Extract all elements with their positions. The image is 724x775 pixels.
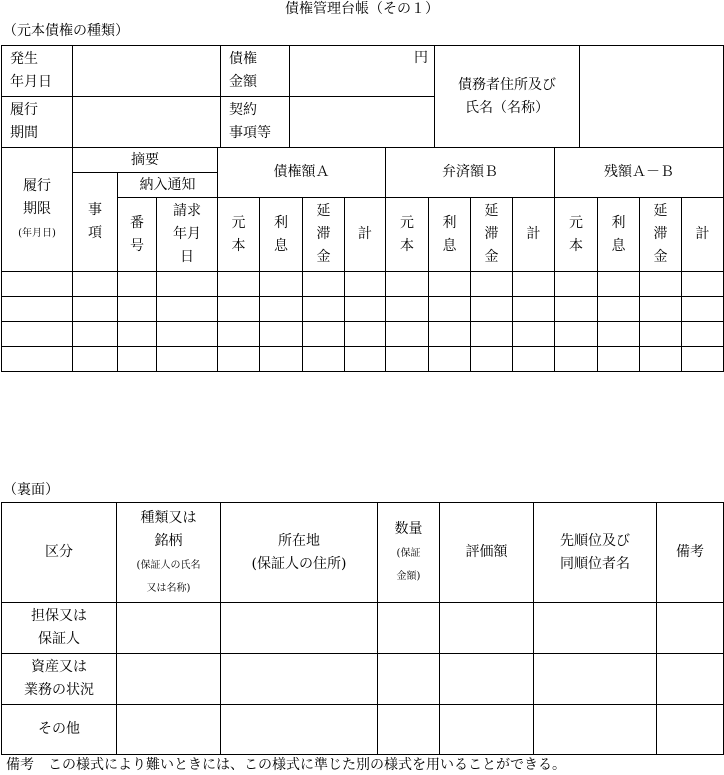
table-row [2, 272, 724, 297]
matter-header: 事 項 [73, 173, 118, 272]
occurrence-date-cell [73, 46, 221, 97]
debtor-cell [580, 46, 724, 148]
occurrence-date-label: 発生 年月日 [2, 46, 73, 97]
claim-amount-cell: 円 [290, 46, 435, 97]
priority-header: 先順位及び 同順位者名 [534, 503, 657, 603]
front-info-table [1, 45, 724, 148]
b-late-fee-header: 延 滞 金 [471, 198, 513, 272]
kind-header: 種類又は 銘柄 (保証人の氏名 又は名称) [117, 503, 221, 603]
table-row [2, 322, 724, 347]
contract-terms-cell [290, 97, 435, 148]
footnote: 備考 この様式により難いときには、この様式に準じた別の様式を用いることができる。 [6, 757, 566, 773]
table-row [2, 347, 724, 372]
payment-notice-header: 納入通知 [118, 173, 218, 198]
quantity-header: 数量 (保証 金額) [378, 503, 440, 603]
table-row [2, 654, 724, 705]
location-header: 所在地 (保証人の住所) [221, 503, 378, 603]
a-interest-header: 利 息 [260, 198, 303, 272]
a-principal-header: 元 本 [218, 198, 260, 272]
c-total-header: 計 [682, 198, 724, 272]
c-principal-header: 元 本 [555, 198, 598, 272]
remarks-header: 備考 [657, 503, 724, 603]
front-ledger-table [1, 147, 724, 372]
category-header: 区分 [2, 503, 117, 603]
contract-terms-label: 契約 事項等 [221, 97, 290, 148]
row-label-collateral: 担保又は 保証人 [2, 603, 117, 654]
back-table [1, 502, 724, 755]
b-principal-header: 元 本 [386, 198, 429, 272]
repayment-b-header: 弁済額Ｂ [386, 148, 555, 198]
balance-header: 残額Ａ－Ｂ [555, 148, 724, 198]
table-row [2, 603, 724, 654]
b-total-header: 計 [513, 198, 555, 272]
front-section-label: （元本債権の種類） [3, 23, 129, 39]
b-interest-header: 利 息 [429, 198, 471, 272]
summary-header: 摘要 [73, 148, 218, 173]
due-date-header: 履行 期限 (年月日) [2, 148, 73, 272]
c-interest-header: 利 息 [598, 198, 640, 272]
page-title: 債権管理台帳（その１） [285, 1, 439, 17]
claim-amount-a-header: 債権額Ａ [218, 148, 386, 198]
back-section-label: （裏面） [3, 482, 59, 498]
row-label-other: その他 [2, 705, 117, 755]
number-header: 番 号 [118, 198, 157, 272]
billing-date-header: 請求 年月 日 [157, 198, 218, 272]
debtor-label: 債務者住所及び 氏名（名称） [435, 46, 580, 148]
c-late-fee-header: 延 滞 金 [640, 198, 682, 272]
row-label-assets: 資産又は 業務の状況 [2, 654, 117, 705]
a-total-header: 計 [345, 198, 386, 272]
performance-period-cell [73, 97, 221, 148]
claim-amount-label: 債権 金額 [221, 46, 290, 97]
valuation-header: 評価額 [440, 503, 534, 603]
a-late-fee-header: 延 滞 金 [303, 198, 345, 272]
performance-period-label: 履行 期間 [2, 97, 73, 148]
table-row [2, 297, 724, 322]
table-row [2, 705, 724, 755]
